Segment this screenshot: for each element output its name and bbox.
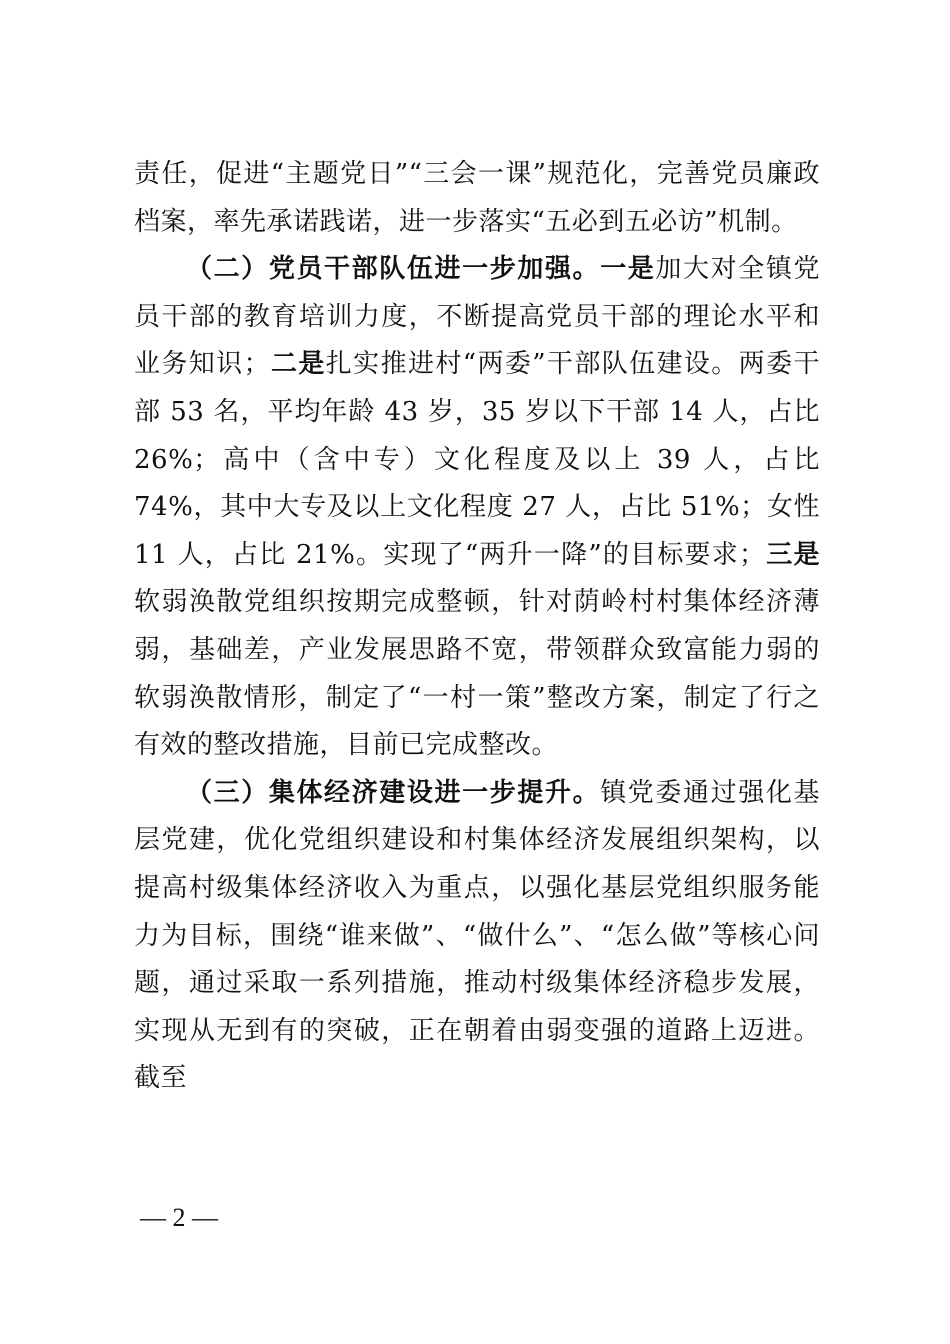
point-label-one: 一是	[600, 254, 656, 285]
text-run: 软弱涣散党组织按期完成整顿，针对荫岭村村集体经济薄弱，基础差，产业发展思路不宽，带领群众致富能力弱的软弱涣散情形，制定了“一村一策”整改方案，制定了行之有效的整改措施，目前已完成整改。	[134, 587, 820, 761]
text-run: 责任，促进“主题党日”“三会一课”规范化，完善党员廉政档案，率先承诺践诺，进一步落实“五必到五必访”机制。	[134, 159, 820, 237]
page-number: — 2 —	[140, 1203, 218, 1232]
text-run: 加大对全镇党员干部的教育培训力度，不断提高党员干部的理论水平和业务知识；	[134, 254, 820, 380]
point-label-two: 二是	[270, 349, 326, 380]
point-label-three: 三是	[765, 539, 820, 570]
text-run: 镇党委通过强化基层党建，优化党组织建设和村集体经济发展组织架构，以提高村级集体经济收入为重点，以强化基层党组织服务能力为目标，围绕“谁来做”、“做什么”、“怎么做”等核心问题，通过采取一系列措施，推动村级集体经济稳步发展，实现从无到有的突破，正在朝着由弱变强的道路上迈进。截至	[134, 777, 820, 1094]
paragraph-cadre-team	[134, 246, 820, 770]
section-heading: （二）党员干部队伍进一步加强。	[186, 254, 601, 285]
body-text	[134, 151, 820, 1103]
paragraph-collective-economy	[134, 770, 820, 1103]
paragraph-continuation	[134, 151, 820, 246]
text-run: 扎实推进村“两委”干部队伍建设。两委干部 53 名，平均年龄 43 岁，35 岁以下干部 14 人，占比 26%；高中（含中专）文化程度及以上 39 人，占比 74%，其中大专及以上文化程度 27 人，占比 51%；女性 11 人，占比 21%。实现了“两升一降”的目标要求；	[134, 349, 820, 570]
section-heading: （三）集体经济建设进一步提升。	[186, 777, 601, 808]
